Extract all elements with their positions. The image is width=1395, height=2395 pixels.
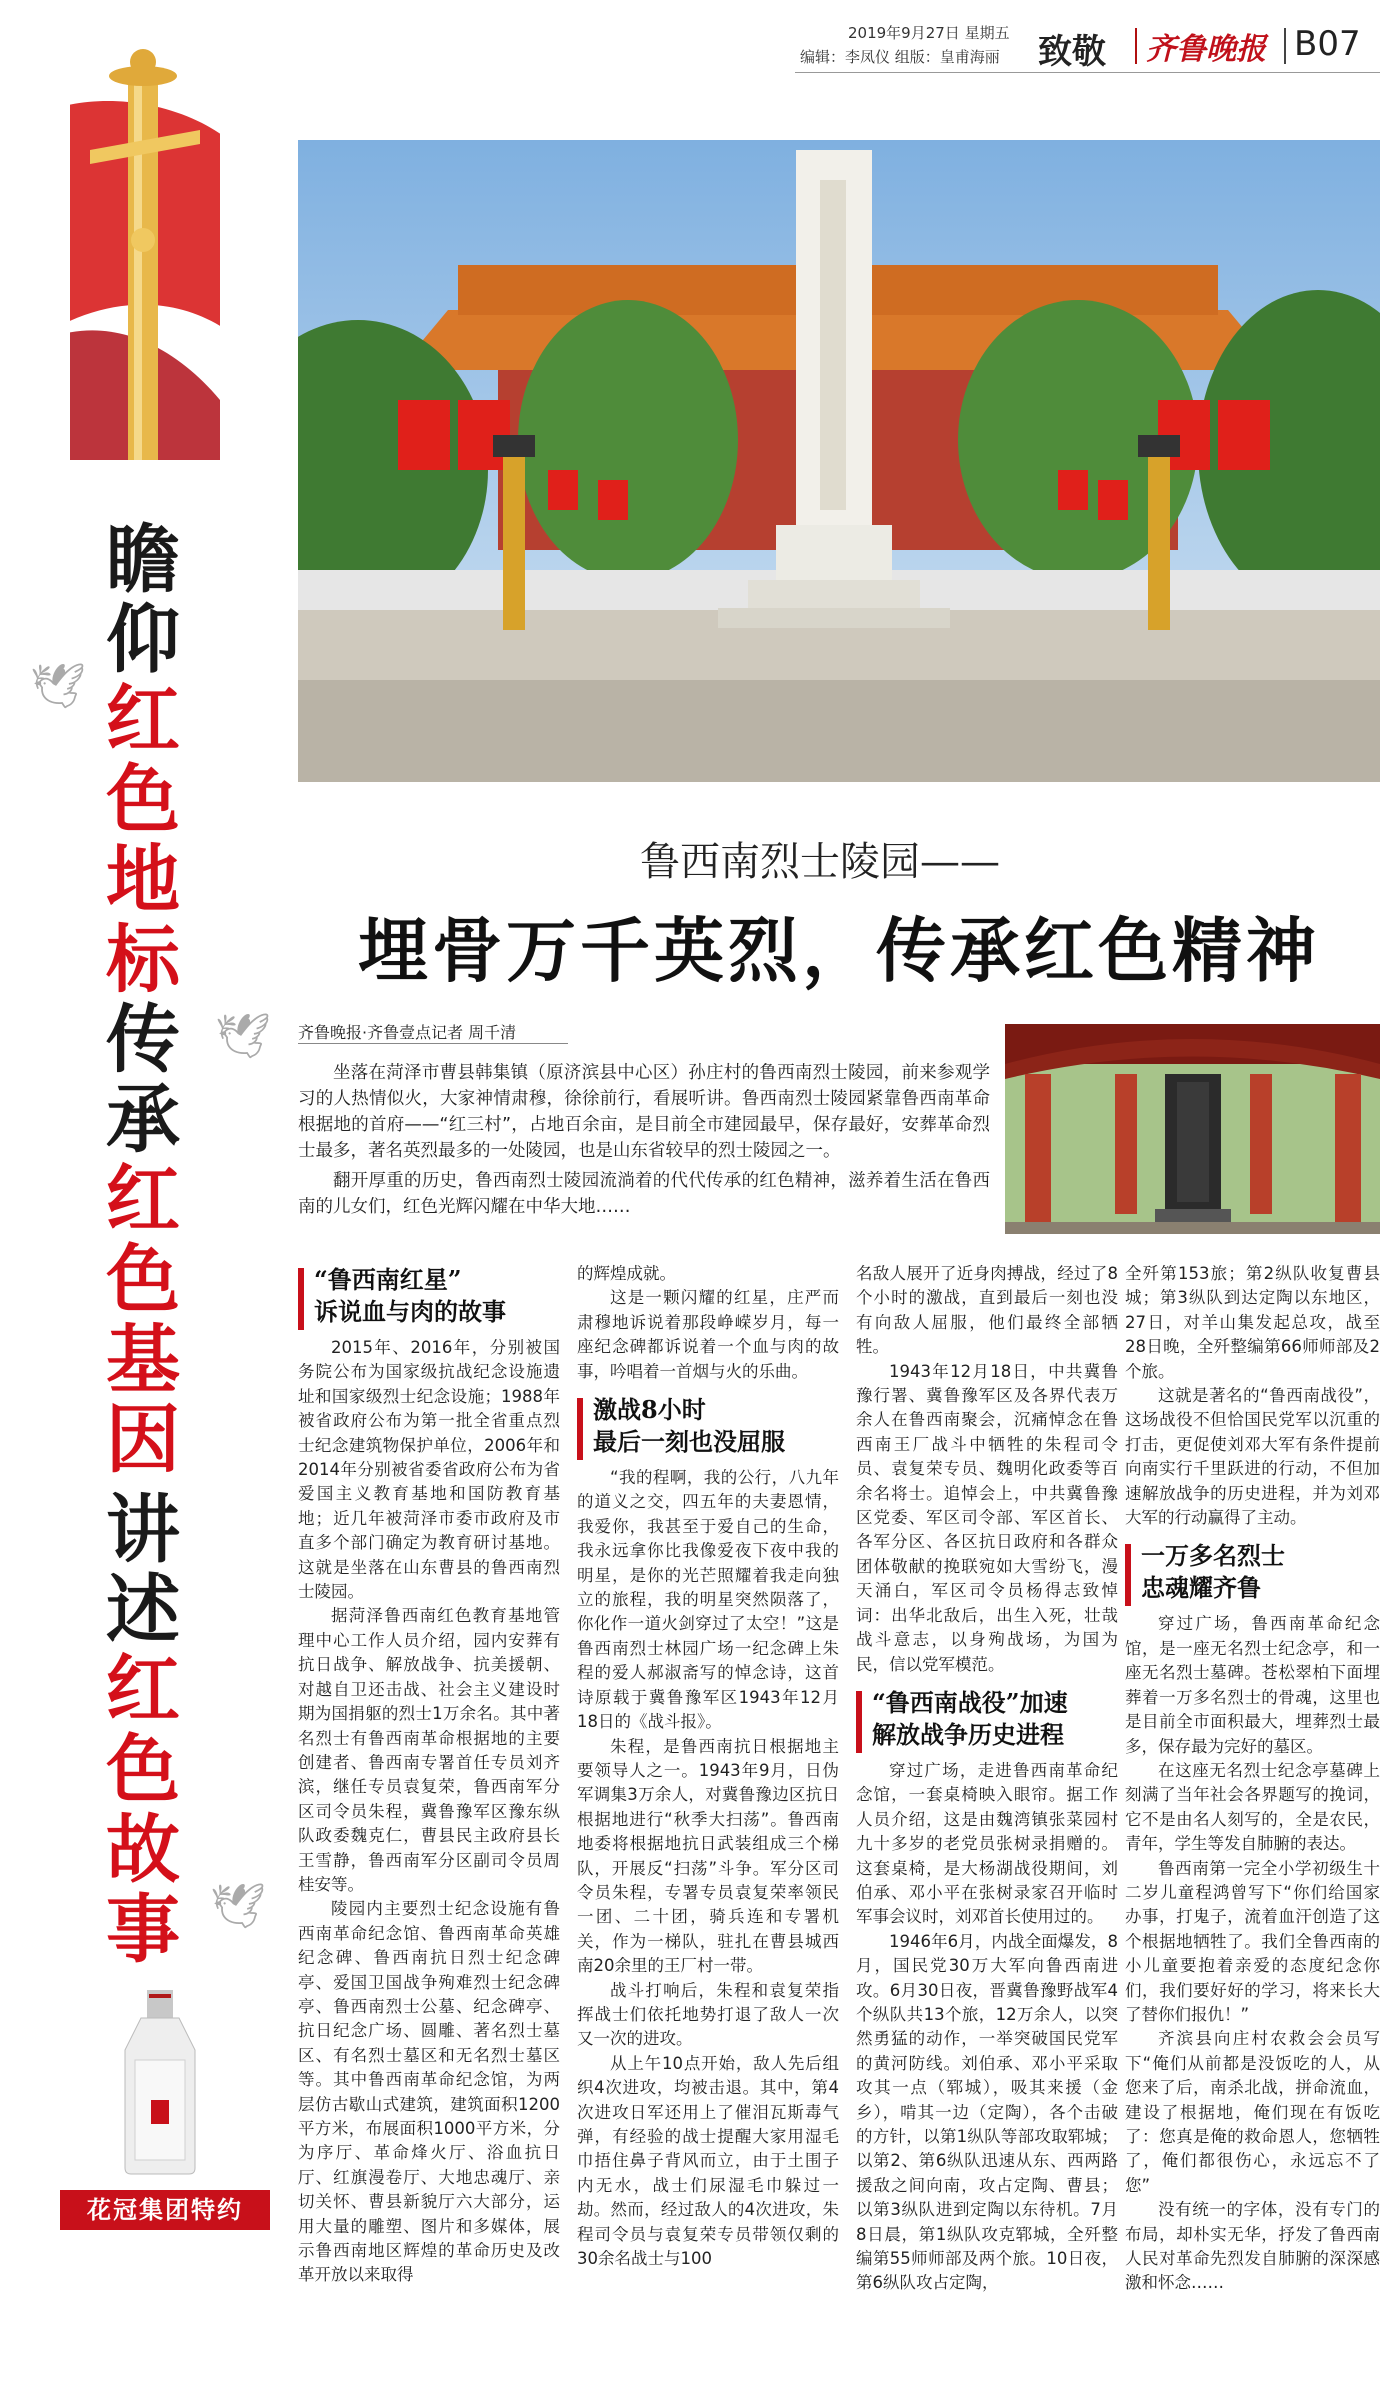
subheading-line: 激战8小时 [593, 1395, 706, 1425]
body-paragraph: 从上午10点开始，敌人先后组织4次进攻，均被击退。其中，第4次进攻日军还用上了催泪瓦斯毒气弹，有经验的战士提醒大家用湿毛巾捂住鼻子背风而立，由于土围子内无水，战士们尿湿毛巾躲过一劫。然而，经过敌人的4次进攻，朱程司令员与袁复荣专员带领仅剩的30余名战士与100 [577, 2053, 839, 2269]
pavilion-stele-photo [1005, 1024, 1380, 1234]
body-paragraph: 战斗打响后，朱程和袁复荣指挥战士们依托地势打退了敌人一次又一次的进攻。 [577, 1980, 839, 2049]
body-paragraph: 陵园内主要烈士纪念设施有鲁西南革命纪念馆、鲁西南革命英雄纪念碑、鲁西南抗日烈士纪念碑亭、爱国卫国战争殉难烈士纪念碑亭、鲁西南烈士公墓、纪念碑亭、抗日纪念广场、圆雕、著名烈士墓区、有名烈士墓区和无名烈士墓区等。其中鲁西南革命纪念馆，为两层仿古歇山式建筑，建筑面积1200平方米，布展面积1000平方米，分为序厅、革命烽火厅、浴血抗日厅、红旗漫卷厅、大地忠魂厅、亲切关怀、曹县新貌厅六大部分，运用大量的雕塑、图片和多媒体，展示鲁西南地区辉煌的革命历史及改革开放以来取得 [298, 1899, 560, 2285]
body-paragraph: 1943年12月18日，中共冀鲁豫行署、冀鲁豫军区及各界代表万余人在鲁西南聚会，沉痛悼念在鲁西南王厂战斗中牺牲的朱程司令员、袁复荣专员、魏明化政委等百余名将士。追悼会上，中共冀鲁豫区党委、军区司令部、军区首长、各军分区、各区抗日政府和各群众团体敬献的挽联宛如大雪纷飞，漫天涌白，军区司令员杨得志致悼词：出华北敌后，出生入死，壮哉战斗意志，以身殉战场，为国为民，信以党军模范。 [856, 1361, 1118, 1674]
lead-paragraph: 翻开厚重的历史，鲁西南烈士陵园流淌着的代代传承的红色精神，滋养着生活在鲁西南的儿女们，红色光辉闪耀在中华大地…… [298, 1171, 990, 1217]
page-number: B07 [1294, 24, 1361, 64]
liquor-bottle-icon [115, 1990, 205, 2175]
body-paragraph: 朱程，是鲁西南抗日根据地主要领导人之一。1943年9月，日伪军调集3万余人，对冀鲁豫边区抗日根据地进行“秋季大扫荡”。鲁西南地委将根据地抗日武装组成三个梯队，开展反“扫荡”斗争。军分区司令员朱程，专署专员袁复荣率领民一团、二十团，骑兵连和专署机关，作为一梯队，驻扎在曹县城西南20余里的王厂村一带。 [577, 1736, 839, 1976]
banner-slogan-red: 红色地标 [94, 680, 180, 1000]
body-paragraph: 的辉煌成就。 [577, 1264, 676, 1283]
body-paragraph: 这就是著名的“鲁西南战役”，这场战役不但恰国民党军以沉重的打击，更促使刘邓大军有条件提前向南实行千里跃进的行动，不但加速解放战争的历史进程，并为刘邓大军的行动赢得了主动。 [1125, 1386, 1380, 1528]
banner-slogan-black: 讲述 [94, 1490, 180, 1650]
subheading [1125, 1540, 1380, 1604]
banner-slogan-3 [94, 1490, 190, 1970]
huabiao-pillar-icon [70, 40, 220, 460]
subheading-line: 最后一刻也没屈服 [593, 1427, 785, 1457]
header-rule [795, 72, 1380, 73]
editor-credits: 编辑：李凤仪 组版：皇甫海丽 [800, 48, 1000, 66]
banner-slogan-black: 传承 [94, 1000, 180, 1160]
sponsor-label: 花冠集团特约 [60, 2190, 270, 2230]
subheading-line: “鲁西南红星” [314, 1265, 462, 1294]
body-paragraph: 穿过广场，鲁西南革命纪念馆，是一座无名烈士纪念亭，和一座无名烈士墓碑。苍松翠柏下面埋葬着一万多名烈士的骨魂，这里也是目前全市面积最大，埋葬烈士最多，保存最为完好的墓区。 [1125, 1614, 1380, 1756]
body-paragraph: 全歼第153旅；第2纵队收复曹县城；第3纵队到达定陶以东地区，27日，对羊山集发起总攻，战至28日晚，全歼整编第66师师部及2个旅。 [1125, 1264, 1380, 1381]
dove-icon: 🕊 [210, 1881, 266, 1932]
body-paragraph: 1946年6月，内战全面爆发，8月，国民党30万大军向鲁西南进攻。6月30日夜，晋冀鲁豫野战军4个纵队共13个旅，12万余人，以突然勇猛的动作，一举突破国民党军的黄河防线。刘伯承、邓小平采取攻其一点（郓城），吸其来援（金乡），啃其一边（定陶），各个击破的方针，以第1纵队等部攻取郓城；以第2、第6纵队迅速从东、西两路援敌之间向南，攻占定陶、曹县；以第3纵队进到定陶以东待机。7月8日晨，第1纵队攻克郓城，全歼整编第55师师部及两个旅。10日夜，第6纵队攻占定陶， [856, 1931, 1118, 2293]
body-column-1 [298, 1262, 560, 2384]
body-paragraph: 鲁西南第一完全小学初级生十二岁儿童程鸿曾写下“你们给国家办事，打鬼子，流着血汗创造了这个根据地牺牲了。我们全鲁西南的小儿童要抱着亲爱的态度纪念你们，我们要好好的学习，将来长大了替你们报仇！” [1125, 1858, 1380, 2024]
subheading-line: 忠魂耀齐鲁 [1141, 1573, 1261, 1603]
body-column-3 [856, 1262, 1118, 2384]
body-paragraph: 2015年、2016年，分别被国务院公布为国家级抗战纪念设施遗址和国家级烈士纪念设施；1988年被省政府公布为第一批全省重点烈士纪念建筑物保护单位，2006年和2014年分别被省委省政府公布为省爱国主义教育基地和国防教育基地；近几年被菏泽市委市政府及市直多个部门确定为教育研讨基地。这就是坐落在山东曹县的鲁西南烈士陵园。 [298, 1338, 560, 1602]
banner-slogan-red: 红色基因 [94, 1160, 180, 1480]
body-paragraph: 这是一颗闪耀的红星，庄严而肃穆地诉说着那段峥嵘岁月，每一座纪念碑都诉说着一个血与肉的故事，吟唱着一首烟与火的乐曲。 [577, 1288, 839, 1381]
subheading-line: 解放战争历史进程 [872, 1719, 1064, 1749]
subheading-line: “鲁西南战役”加速 [872, 1687, 1068, 1717]
header-divider [1284, 28, 1286, 64]
body-paragraph: 在这座无名烈士纪念亭墓碑上刻满了当年社会各界题写的挽词，它不是由名人刻写的，全是农民，青年，学生等发自肺腑的表达。 [1125, 1760, 1380, 1854]
dove-icon: 🕊 [215, 1011, 271, 1062]
banner-slogan-1 [94, 520, 190, 1000]
subheading [577, 1394, 839, 1458]
body-paragraph: 据菏泽鲁西南红色教育基地管理中心工作人员介绍，园内安葬有抗日战争、解放战争、抗美援朝、对越自卫还击战、社会主义建设时期为国捐躯的烈士1万余名。其中著名烈士有鲁西南革命根据地的主要创建者、鲁西南专署首任专员刘齐滨，继任专员袁复荣，鲁西南军分区司令员朱程，冀鲁豫军区豫东纵队政委魏克仁，曹县民主政府县长王雪静，鲁西南军分区副司令员周桂安等。 [298, 1606, 560, 1894]
body-paragraph: “我的程啊，我的公行，八九年的道义之交，四五年的夫妻恩情，我爱你，我甚至于爱自己的生命，我永远拿你比我像爱夜下夜中我的明星，是你的光芒照耀着我走向独立的旅程，我的明星突然陨落了，你化作一道火剑穿过了太空！”这是鲁西南烈士林园广场一纪念碑上朱程的爱人郝淑斋写的悼念诗，这首诗原载于冀鲁豫军区1943年12月18日的《战斗报》。 [577, 1468, 839, 1732]
left-banner [0, 0, 280, 2395]
body-paragraph: 没有统一的字体，没有专门的布局，却朴实无华，抒发了鲁西南人民对革命先烈发自肺腑的深深感激和怀念…… [1125, 2200, 1380, 2293]
newspaper-logo: 齐鲁晚报 [1146, 32, 1266, 67]
memorial-photo [298, 140, 1380, 782]
lead-paragraph: 坐落在菏泽市曹县韩集镇（原济滨县中心区）孙庄村的鲁西南烈士陵园，前来参观学习的人热情似火，大家神情肃穆，徐徐前行，看展听讲。鲁西南烈士陵园紧靠鲁西南革命根据地的首府——“红三村”，占地百余亩，是目前全市建园最早，保存最好，安葬革命烈士最多，著名英烈最多的一处陵园，也是山东省较早的烈士陵园之一。 [298, 1063, 990, 1161]
dove-icon: 🕊 [30, 661, 86, 712]
body-column-4 [1125, 1262, 1380, 2384]
banner-slogan-2 [94, 1000, 190, 1480]
subheading-line: 诉说血与肉的故事 [314, 1297, 506, 1326]
header-divider [1135, 28, 1137, 64]
body-paragraph: 穿过广场，走进鲁西南革命纪念馆，一套桌椅映入眼帘。据工作人员介绍，这是由魏湾镇张菜园村九十多岁的老党员张树录捐赠的。这套桌椅，是大杨湖战役期间，刘伯承、邓小平在张树录家召开临时军事会议时，刘邓首长使用过的。 [856, 1760, 1118, 1927]
article-title: 埋骨万千英烈，传承红色精神 [358, 909, 1320, 992]
banner-slogan-red: 红色故事 [94, 1650, 180, 1970]
article-kicker: 鲁西南烈士陵园—— [640, 839, 1000, 885]
subheading-line: 一万多名烈士 [1141, 1541, 1285, 1571]
article-byline: 齐鲁晚报·齐鲁壹点记者 周千清 [298, 1023, 517, 1042]
body-column-2 [577, 1262, 839, 2384]
body-paragraph: 名敌人展开了近身肉搏战，经过了8个小时的激战，直到最后一刻也没有向敌人屈服，他们最终全部牺牲。 [856, 1264, 1118, 1357]
subheading [298, 1264, 560, 1328]
article-lead [298, 1060, 990, 1224]
subheading [856, 1687, 1118, 1751]
section-name: 致敬 [1038, 32, 1106, 72]
byline-rule [298, 1043, 568, 1044]
issue-date: 2019年9月27日 星期五 [848, 24, 1010, 42]
banner-slogan-black: 瞻仰 [94, 520, 180, 680]
body-paragraph: 齐滨县向庄村农救会会员写下“俺们从前都是没饭吃的人，从您来了后，南杀北战，拼命流血，建设了根据地，俺们现在有饭吃了：您真是俺的救命恩人，您牺牲了，俺们都很伤心，永远忘不了您” [1125, 2029, 1380, 2195]
